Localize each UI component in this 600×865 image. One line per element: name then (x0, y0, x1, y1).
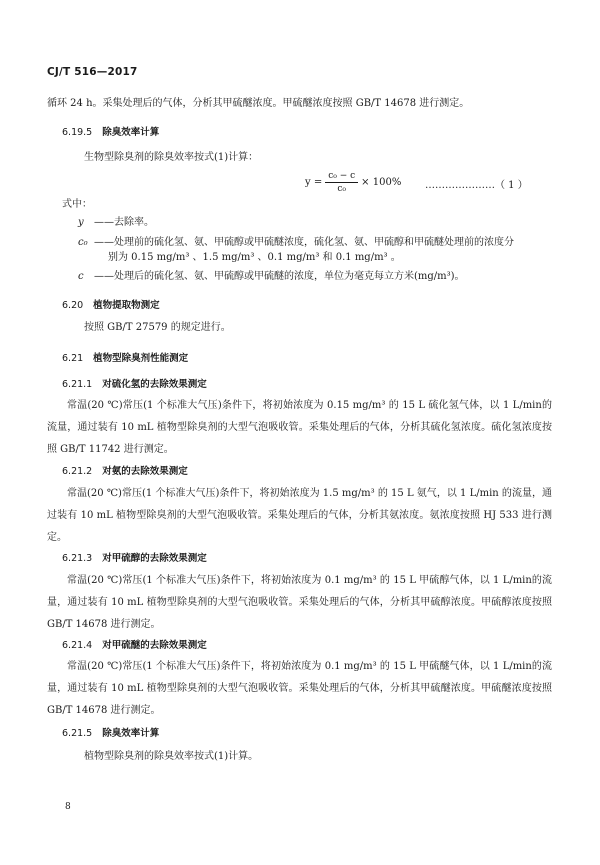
section-6-21-5-text: 植物型除臭剂的除臭效率按式(1)计算。 (84, 751, 259, 762)
section-number: 6.21.3 (62, 553, 93, 564)
standard-code: CJ/T 516—2017 (47, 66, 138, 78)
definition-symbol: c₀ (78, 237, 88, 248)
where-label: 式中： (62, 199, 92, 210)
formula-rhs: × 100% (361, 177, 402, 188)
definition-text: ——去除率。 (94, 217, 154, 228)
section-6-21-2-paragraph: 常温(20 ℃)常压(1 个标准大气压)条件下，将初始浓度为 1.5 mg/m³ 的 15 L 氨气，以 1 L/min 的流量，通过装有 10 mL 植物型除臭剂的大型气泡吸收管。采集处理后的气体，分析其氨浓度。氨浓度按照 HJ 533 进行测定。 (47, 488, 552, 543)
section-title: 除臭效率计算 (102, 728, 160, 739)
formula-numerator: c₀ − c (325, 170, 358, 183)
section-number: 6.21 (62, 353, 84, 364)
section-number: 6.21.4 (62, 640, 93, 651)
section-6-20-heading (62, 297, 160, 311)
section-title: 植物提取物测定 (93, 300, 160, 311)
formula-1 (305, 170, 401, 195)
section-6-21-heading (62, 350, 188, 364)
section-number: 6.21.2 (62, 466, 93, 477)
section-6-21-3-heading (62, 550, 207, 564)
definition-text: 别为 0.15 mg/m³ 、1.5 mg/m³ 、0.1 mg/m³ 和 0.1 mg/m³ 。 (108, 252, 401, 263)
section-number: 6.21.1 (62, 379, 93, 390)
definition-text: ——处理后的硫化氢、氨、甲硫醇或甲硫醚的浓度，单位为毫克每立方米(mg/m³)。 (94, 271, 465, 282)
definition-symbol: y (78, 217, 84, 228)
section-title: 除臭效率计算 (102, 127, 160, 138)
formula-lhs: y = (305, 177, 323, 188)
section-6-21-2-heading (62, 463, 188, 477)
section-6-21-4-paragraph: 常温(20 ℃)常压(1 个标准大气压)条件下，将初始浓度为 0.1 mg/m³ 的 15 L 甲硫醚气体，以 1 L/min的流量，通过装有 10 mL 植物型除臭剂的大型气泡吸收管。采集处理后的气体，分析其甲硫醚浓度。甲硫醚浓度按照 GB/T 14678 进行测定。 (47, 661, 552, 716)
formula-number: …………………（ 1 ） (425, 180, 528, 191)
section-6-19-5-intro: 生物型除臭剂的除臭效率按式(1)计算： (84, 152, 259, 163)
section-6-21-5-heading (62, 725, 159, 739)
section-6-20-text: 按照 GB/T 27579 的规定进行。 (84, 322, 231, 333)
definition-symbol: c (78, 271, 84, 282)
definition-text: ——处理前的硫化氢、氨、甲硫醇或甲硫醚浓度，硫化氢、氨、甲硫醇和甲硫醚处理前的浓度分 (94, 237, 514, 248)
intro-paragraph: 循环 24 h。采集处理后的气体，分析其甲硫醚浓度。甲硫醚浓度按照 GB/T 14678 进行测定。 (47, 98, 470, 109)
section-6-21-3-paragraph: 常温(20 ℃)常压(1 个标准大气压)条件下，将初始浓度为 0.1 mg/m³ 的 15 L 甲硫醇气体，以 1 L/min的流量，通过装有 10 mL 植物型除臭剂的大型气泡吸收管。采集处理后的气体，分析其甲硫醇浓度。甲硫醇浓度按照 GB/T 14678 进行测定。 (47, 575, 552, 630)
section-title: 对硫化氢的去除效果测定 (102, 379, 207, 390)
section-title: 对氨的去除效果测定 (102, 466, 188, 477)
section-title: 植物型除臭剂性能测定 (93, 353, 189, 364)
section-6-21-4-heading (62, 637, 207, 651)
section-number: 6.19.5 (62, 127, 93, 138)
section-number: 6.20 (62, 300, 84, 311)
section-6-21-1-heading (62, 376, 207, 390)
formula-denominator: c₀ (337, 184, 347, 194)
section-6-19-5-heading (62, 124, 159, 138)
section-title: 对甲硫醚的去除效果测定 (102, 640, 207, 651)
page-number: 8 (65, 802, 71, 812)
section-number: 6.21.5 (62, 728, 93, 739)
section-6-21-1-paragraph: 常温(20 ℃)常压(1 个标准大气压)条件下，将初始浓度为 0.15 mg/m³ 的 15 L 硫化氢气体，以 1 L/min的流量，通过装有 10 mL 植物型除臭剂的大型气泡吸收管。采集处理后的气体，分析其硫化氢浓度。硫化氢浓度按照 GB/T 11742 进行测定。 (47, 400, 552, 455)
section-title: 对甲硫醇的去除效果测定 (102, 553, 207, 564)
formula-fraction (325, 170, 358, 195)
